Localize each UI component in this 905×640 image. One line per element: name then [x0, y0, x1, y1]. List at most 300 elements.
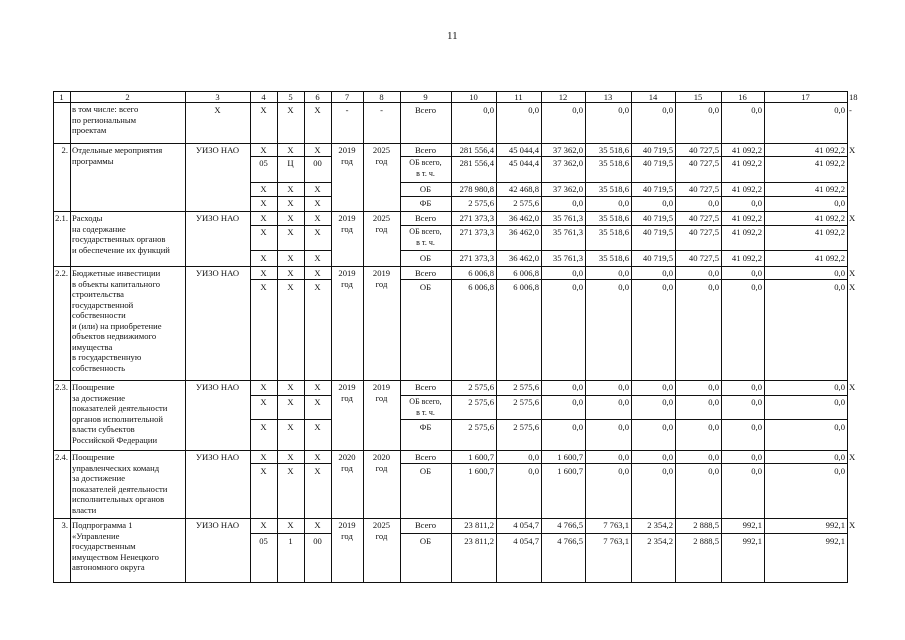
- amount-cell: 2 575,6: [513, 397, 539, 407]
- amount-cell: 2 575,6: [513, 198, 539, 208]
- amount-cell: 0,0: [528, 105, 539, 115]
- amount-cell: 40 719,5: [642, 158, 673, 168]
- grid-line-h: [400, 196, 848, 197]
- end-year: 2025 год: [372, 520, 391, 541]
- amount-cell: 0,0: [662, 466, 673, 476]
- amount-cell: 0,0: [708, 198, 719, 208]
- row-name: Бюджетные инвестиции в объекты капитального строительства государственной собственности и (или) на приобретение объектов недвижимого имущества в государственную собственность: [72, 268, 162, 373]
- amount-cell: 0,0: [708, 268, 719, 278]
- amount-cell: 35 518,6: [598, 227, 629, 237]
- table-cell: Х: [287, 227, 294, 237]
- amount-cell: 41 092,2: [814, 213, 845, 223]
- amount-cell: 0,0: [834, 452, 845, 462]
- table-cell: -: [345, 105, 349, 115]
- amount-cell: 0,0: [834, 105, 845, 115]
- column-border: [363, 91, 364, 583]
- row-name: Поощрение за достижение показателей деятельности органов исполнительной власти субъектов Российской Федерации: [72, 382, 168, 445]
- table-cell: Х: [260, 397, 267, 407]
- grid-line-h: [400, 250, 848, 251]
- amount-cell: 0,0: [834, 198, 845, 208]
- column-border: [764, 91, 765, 583]
- amount-cell: 0,0: [572, 382, 583, 392]
- table-cell: Х: [287, 253, 294, 263]
- grid-line-h: [400, 156, 848, 157]
- table-cell: Х: [849, 213, 856, 223]
- amount-cell: 0,0: [662, 422, 673, 432]
- funding-source: Всего: [414, 213, 437, 223]
- funding-source: ФБ: [419, 198, 432, 208]
- amount-cell: 0,0: [834, 382, 845, 392]
- end-year: 2020 год: [372, 452, 391, 473]
- table-cell: Х: [260, 452, 267, 462]
- column-number-header: 10: [469, 92, 478, 102]
- amount-cell: 1 600,7: [468, 452, 494, 462]
- column-border: [53, 91, 54, 583]
- column-number-header: 3: [215, 92, 220, 102]
- table-cell: 05: [259, 158, 268, 168]
- amount-cell: 40 719,5: [642, 227, 673, 237]
- amount-cell: 45 044,4: [508, 145, 539, 155]
- amount-cell: 0,0: [708, 105, 719, 115]
- amount-cell: 0,0: [572, 268, 583, 278]
- amount-cell: 35 761,3: [552, 227, 583, 237]
- column-number-header: 5: [288, 92, 293, 102]
- amount-cell: 4 054,7: [513, 520, 539, 530]
- column-number-header: 2: [125, 92, 130, 102]
- column-number-header: 12: [558, 92, 568, 102]
- amount-cell: 40 719,5: [642, 145, 673, 155]
- end-year: 2025 год: [372, 213, 391, 234]
- amount-cell: 2 575,6: [468, 422, 494, 432]
- table-cell: Х: [314, 282, 321, 292]
- amount-cell: 35 518,6: [598, 158, 629, 168]
- grid-line-h: [250, 196, 332, 197]
- amount-cell: 36 462,0: [508, 213, 539, 223]
- amount-cell: 0,0: [618, 466, 629, 476]
- row-name: в том числе: всего по региональным проектам: [72, 104, 139, 135]
- start-year: 2019 год: [338, 268, 356, 289]
- amount-cell: 0,0: [834, 268, 845, 278]
- amount-cell: 1 600,7: [557, 466, 583, 476]
- table-cell: Х: [314, 382, 321, 392]
- amount-cell: 0,0: [662, 282, 673, 292]
- amount-cell: 281 556,4: [459, 145, 494, 155]
- column-number-header: 6: [315, 92, 320, 102]
- table-cell: Х: [287, 145, 294, 155]
- amount-cell: 45 044,4: [508, 158, 539, 168]
- table-cell: Х: [260, 268, 267, 278]
- table-cell: Х: [287, 184, 294, 194]
- amount-cell: 40 719,5: [642, 213, 673, 223]
- column-number-header: 4: [261, 92, 266, 102]
- table-cell: Х: [287, 422, 294, 432]
- amount-cell: 2 354,2: [647, 536, 673, 546]
- executor-cell: УИЗО НАО: [195, 268, 240, 278]
- column-border: [185, 91, 186, 583]
- amount-cell: 1 600,7: [557, 452, 583, 462]
- amount-cell: 41 092,2: [814, 145, 845, 155]
- start-year: 2019 год: [338, 382, 356, 403]
- grid-line-h: [250, 395, 332, 396]
- column-border: [250, 91, 251, 583]
- grid-line-h: [400, 225, 848, 226]
- amount-cell: 40 727,5: [688, 184, 719, 194]
- table-cell: 1: [288, 536, 293, 546]
- amount-cell: 0,0: [708, 452, 719, 462]
- table-cell: Ц: [287, 158, 294, 168]
- funding-source: ОБ: [419, 282, 432, 292]
- funding-source: ОБ всего, в т. ч.: [409, 397, 442, 417]
- table-cell: Х: [260, 466, 267, 476]
- amount-cell: 0,0: [662, 198, 673, 208]
- funding-source: Всего: [414, 382, 437, 392]
- amount-cell: 271 373,3: [459, 213, 494, 223]
- grid-line-h: [250, 225, 332, 226]
- amount-cell: 35 518,6: [598, 213, 629, 223]
- table-cell: -: [380, 105, 383, 115]
- amount-cell: 992,1: [825, 520, 845, 530]
- amount-cell: 35 518,6: [598, 253, 629, 263]
- column-number-header: 8: [379, 92, 384, 102]
- column-border: [400, 91, 401, 583]
- table-cell: Х: [260, 282, 267, 292]
- row-number: 3.: [61, 520, 68, 530]
- column-border: [541, 91, 542, 583]
- grid-line-h: [400, 419, 848, 420]
- amount-cell: 2 888,5: [693, 536, 719, 546]
- grid-line-h: [400, 279, 848, 280]
- amount-cell: 41 092,2: [814, 158, 845, 168]
- table-cell: Х: [260, 145, 267, 155]
- amount-cell: 992,1: [742, 520, 762, 530]
- start-year: 2019 год: [338, 145, 356, 166]
- amount-cell: 40 727,5: [688, 253, 719, 263]
- table-cell: Х: [849, 452, 856, 462]
- column-border: [675, 91, 676, 583]
- amount-cell: 2 575,6: [468, 198, 494, 208]
- table-cell: Х: [260, 382, 267, 392]
- amount-cell: 6 006,8: [513, 282, 539, 292]
- funding-source: Всего: [414, 105, 437, 115]
- amount-cell: 0,0: [572, 397, 583, 407]
- amount-cell: 41 092,2: [731, 213, 762, 223]
- amount-cell: 2 354,2: [647, 520, 673, 530]
- amount-cell: 2 888,5: [693, 520, 719, 530]
- table-cell: 00: [313, 158, 322, 168]
- amount-cell: 0,0: [708, 422, 719, 432]
- grid-line-h: [250, 182, 332, 183]
- table-cell: Х: [314, 253, 321, 263]
- table-cell: Х: [314, 184, 321, 194]
- grid-line-h: [400, 182, 848, 183]
- grid-line-h: [250, 533, 332, 534]
- table-cell: Х: [287, 213, 294, 223]
- amount-cell: 0,0: [572, 422, 583, 432]
- amount-cell: 36 462,0: [508, 253, 539, 263]
- amount-cell: 0,0: [662, 105, 673, 115]
- column-number-header: 7: [344, 92, 350, 102]
- amount-cell: 42 468,8: [508, 184, 539, 194]
- table-cell: Х: [849, 268, 856, 278]
- table-cell: Х: [849, 520, 856, 530]
- row-name: Отдельные мероприятия программы: [72, 145, 163, 166]
- funding-source: Всего: [414, 145, 437, 155]
- table-cell: Х: [287, 268, 294, 278]
- amount-cell: 0,0: [708, 397, 719, 407]
- grid-line-h: [250, 250, 332, 251]
- amount-cell: 0,0: [528, 452, 539, 462]
- row-number: 2.3.: [55, 382, 68, 392]
- amount-cell: 1 600,7: [468, 466, 494, 476]
- amount-cell: 0,0: [834, 397, 845, 407]
- start-year: 2020 год: [338, 452, 356, 473]
- table-cell: Х: [260, 198, 267, 208]
- amount-cell: 0,0: [751, 282, 762, 292]
- funding-source: ОБ: [419, 536, 432, 546]
- executor-cell: УИЗО НАО: [195, 213, 240, 223]
- amount-cell: 271 373,3: [459, 227, 494, 237]
- amount-cell: 41 092,2: [731, 145, 762, 155]
- table-cell: Х: [314, 198, 321, 208]
- amount-cell: 40 719,5: [642, 184, 673, 194]
- amount-cell: 0,0: [572, 198, 583, 208]
- funding-source: Всего: [414, 452, 437, 462]
- table-cell: Х: [314, 452, 321, 462]
- end-year: 2019 год: [372, 382, 391, 403]
- table-cell: Х: [314, 145, 321, 155]
- amount-cell: 0,0: [751, 105, 762, 115]
- amount-cell: 6 006,8: [468, 268, 494, 278]
- grid-line-h: [250, 279, 332, 280]
- start-year: 2019 год: [338, 213, 356, 234]
- amount-cell: 6 006,8: [468, 282, 494, 292]
- column-border: [585, 91, 586, 583]
- funding-source: ФБ: [419, 422, 432, 432]
- amount-cell: 992,1: [825, 536, 845, 546]
- amount-cell: 36 462,0: [508, 227, 539, 237]
- funding-source: Всего: [414, 268, 437, 278]
- table-cell: Х: [287, 382, 294, 392]
- table-cell: Х: [287, 397, 294, 407]
- amount-cell: 0,0: [751, 422, 762, 432]
- table-cell: -: [849, 105, 852, 115]
- funding-source: ОБ: [419, 253, 432, 263]
- amount-cell: 7 763,1: [603, 520, 629, 530]
- table-cell: Х: [849, 282, 856, 292]
- executor-cell: УИЗО НАО: [195, 452, 240, 462]
- grid-line-h: [400, 395, 848, 396]
- column-border: [70, 91, 71, 583]
- column-number-header: 1: [59, 92, 64, 102]
- amount-cell: 40 727,5: [688, 227, 719, 237]
- amount-cell: 0,0: [751, 466, 762, 476]
- table-cell: Х: [260, 227, 267, 237]
- column-number-header: 9: [423, 92, 428, 102]
- column-border: [496, 91, 497, 583]
- amount-cell: 992,1: [742, 536, 762, 546]
- row-number: 2.2.: [55, 268, 68, 278]
- amount-cell: 37 362,0: [552, 158, 583, 168]
- amount-cell: 0,0: [572, 282, 583, 292]
- table-cell: Х: [314, 466, 321, 476]
- amount-cell: 41 092,2: [814, 227, 845, 237]
- amount-cell: 0,0: [708, 382, 719, 392]
- table-cell: Х: [314, 268, 321, 278]
- amount-cell: 40 719,5: [642, 253, 673, 263]
- amount-cell: 0,0: [662, 397, 673, 407]
- table-cell: Х: [287, 520, 294, 530]
- executor-cell: УИЗО НАО: [195, 145, 240, 155]
- amount-cell: 0,0: [618, 382, 629, 392]
- executor-cell: Х: [214, 105, 221, 115]
- amount-cell: 0,0: [708, 282, 719, 292]
- table-cell: Х: [314, 520, 321, 530]
- column-number-header: 18: [849, 92, 858, 102]
- amount-cell: 0,0: [618, 452, 629, 462]
- table-right-border: [847, 91, 848, 583]
- amount-cell: 41 092,2: [814, 184, 845, 194]
- amount-cell: 37 362,0: [552, 184, 583, 194]
- amount-cell: 0,0: [618, 105, 629, 115]
- amount-cell: 0,0: [618, 422, 629, 432]
- table-cell: Х: [260, 422, 267, 432]
- funding-source: ОБ всего, в т. ч.: [409, 158, 442, 178]
- column-border: [451, 91, 452, 583]
- row-number: 2.4.: [55, 452, 68, 462]
- amount-cell: 23 811,2: [464, 536, 494, 546]
- amount-cell: 0,0: [528, 466, 539, 476]
- column-number-header: 15: [693, 92, 703, 102]
- funding-source: ОБ всего, в т. ч.: [409, 227, 442, 247]
- grid-line-h: [400, 463, 848, 464]
- amount-cell: 35 518,6: [598, 184, 629, 194]
- table-cell: Х: [849, 382, 856, 392]
- funding-source: ОБ: [419, 466, 432, 476]
- amount-cell: 0,0: [708, 466, 719, 476]
- amount-cell: 41 092,2: [731, 253, 762, 263]
- amount-cell: 2 575,6: [513, 382, 539, 392]
- executor-cell: УИЗО НАО: [195, 382, 240, 392]
- budget-table: [53, 91, 858, 582]
- row-name: Расходы на содержание государственных органов и обеспечение их функций: [72, 213, 170, 255]
- column-border: [721, 91, 722, 583]
- column-number-header: 14: [648, 92, 658, 102]
- amount-cell: 0,0: [662, 382, 673, 392]
- column-number-header: 17: [801, 92, 810, 102]
- column-number-header: 13: [603, 92, 613, 102]
- amount-cell: 0,0: [618, 397, 629, 407]
- amount-cell: 40 727,5: [688, 145, 719, 155]
- column-border: [631, 91, 632, 583]
- amount-cell: 278 980,8: [459, 184, 494, 194]
- row-number: 2.1.: [55, 213, 68, 223]
- table-cell: Х: [260, 105, 267, 115]
- table-cell: Х: [260, 213, 267, 223]
- amount-cell: 0,0: [662, 268, 673, 278]
- amount-cell: 2 575,6: [513, 422, 539, 432]
- row-name: Поощрение управленческих команд за достижение показателей деятельности исполнительных органов власти: [72, 452, 168, 515]
- amount-cell: 0,0: [618, 198, 629, 208]
- table-cell: Х: [287, 452, 294, 462]
- table-cell: Х: [314, 105, 321, 115]
- grid-line-h: [400, 533, 848, 534]
- end-year: 2019 год: [372, 268, 391, 289]
- amount-cell: 7 763,1: [603, 536, 629, 546]
- amount-cell: 0,0: [751, 452, 762, 462]
- amount-cell: 0,0: [834, 282, 845, 292]
- amount-cell: 41 092,2: [731, 227, 762, 237]
- amount-cell: 0,0: [751, 382, 762, 392]
- column-number-header: 16: [738, 92, 747, 102]
- amount-cell: 0,0: [483, 105, 494, 115]
- row-name: Подпрограмма 1 «Управление государственным имуществом Ненецкого автономного округа: [72, 520, 159, 572]
- amount-cell: 35 761,3: [552, 253, 583, 263]
- grid-line-h: [250, 156, 332, 157]
- row-number: 2.: [61, 145, 68, 155]
- column-border: [304, 91, 305, 583]
- amount-cell: 35 761,3: [552, 213, 583, 223]
- amount-cell: 0,0: [751, 198, 762, 208]
- amount-cell: 0,0: [618, 268, 629, 278]
- amount-cell: 2 575,6: [468, 382, 494, 392]
- table-cell: 05: [259, 536, 268, 546]
- amount-cell: 4 766,5: [557, 520, 583, 530]
- amount-cell: 41 092,2: [814, 253, 845, 263]
- column-border: [331, 91, 332, 583]
- funding-source: Всего: [414, 520, 437, 530]
- table-cell: Х: [849, 145, 856, 155]
- amount-cell: 40 727,5: [688, 158, 719, 168]
- table-cell: Х: [314, 397, 321, 407]
- executor-cell: УИЗО НАО: [195, 520, 240, 530]
- table-cell: Х: [314, 213, 321, 223]
- table-cell: Х: [260, 520, 267, 530]
- amount-cell: 37 362,0: [552, 145, 583, 155]
- page-number: 11: [447, 30, 458, 42]
- table-cell: Х: [260, 253, 267, 263]
- table-cell: Х: [260, 184, 267, 194]
- table-cell: Х: [287, 466, 294, 476]
- table-cell: Х: [314, 227, 321, 237]
- amount-cell: 4 054,7: [513, 536, 539, 546]
- amount-cell: 35 518,6: [598, 145, 629, 155]
- end-year: 2025 год: [372, 145, 391, 166]
- table-cell: Х: [287, 198, 294, 208]
- amount-cell: 23 811,2: [464, 520, 494, 530]
- amount-cell: 6 006,8: [513, 268, 539, 278]
- amount-cell: 0,0: [834, 422, 845, 432]
- column-number-header: 11: [514, 92, 523, 102]
- amount-cell: 2 575,6: [468, 397, 494, 407]
- grid-line-h: [250, 419, 332, 420]
- table-cell: Х: [314, 422, 321, 432]
- amount-cell: 40 727,5: [688, 213, 719, 223]
- amount-cell: 0,0: [834, 466, 845, 476]
- amount-cell: 4 766,5: [557, 536, 583, 546]
- amount-cell: 0,0: [662, 452, 673, 462]
- amount-cell: 0,0: [572, 105, 583, 115]
- column-border: [277, 91, 278, 583]
- amount-cell: 271 373,3: [459, 253, 494, 263]
- amount-cell: 0,0: [751, 397, 762, 407]
- table-cell: Х: [287, 105, 294, 115]
- amount-cell: 0,0: [618, 282, 629, 292]
- grid-line-h: [250, 463, 332, 464]
- amount-cell: 281 556,4: [459, 158, 494, 168]
- funding-source: ОБ: [419, 184, 432, 194]
- start-year: 2019 год: [338, 520, 356, 541]
- amount-cell: 41 092,2: [731, 184, 762, 194]
